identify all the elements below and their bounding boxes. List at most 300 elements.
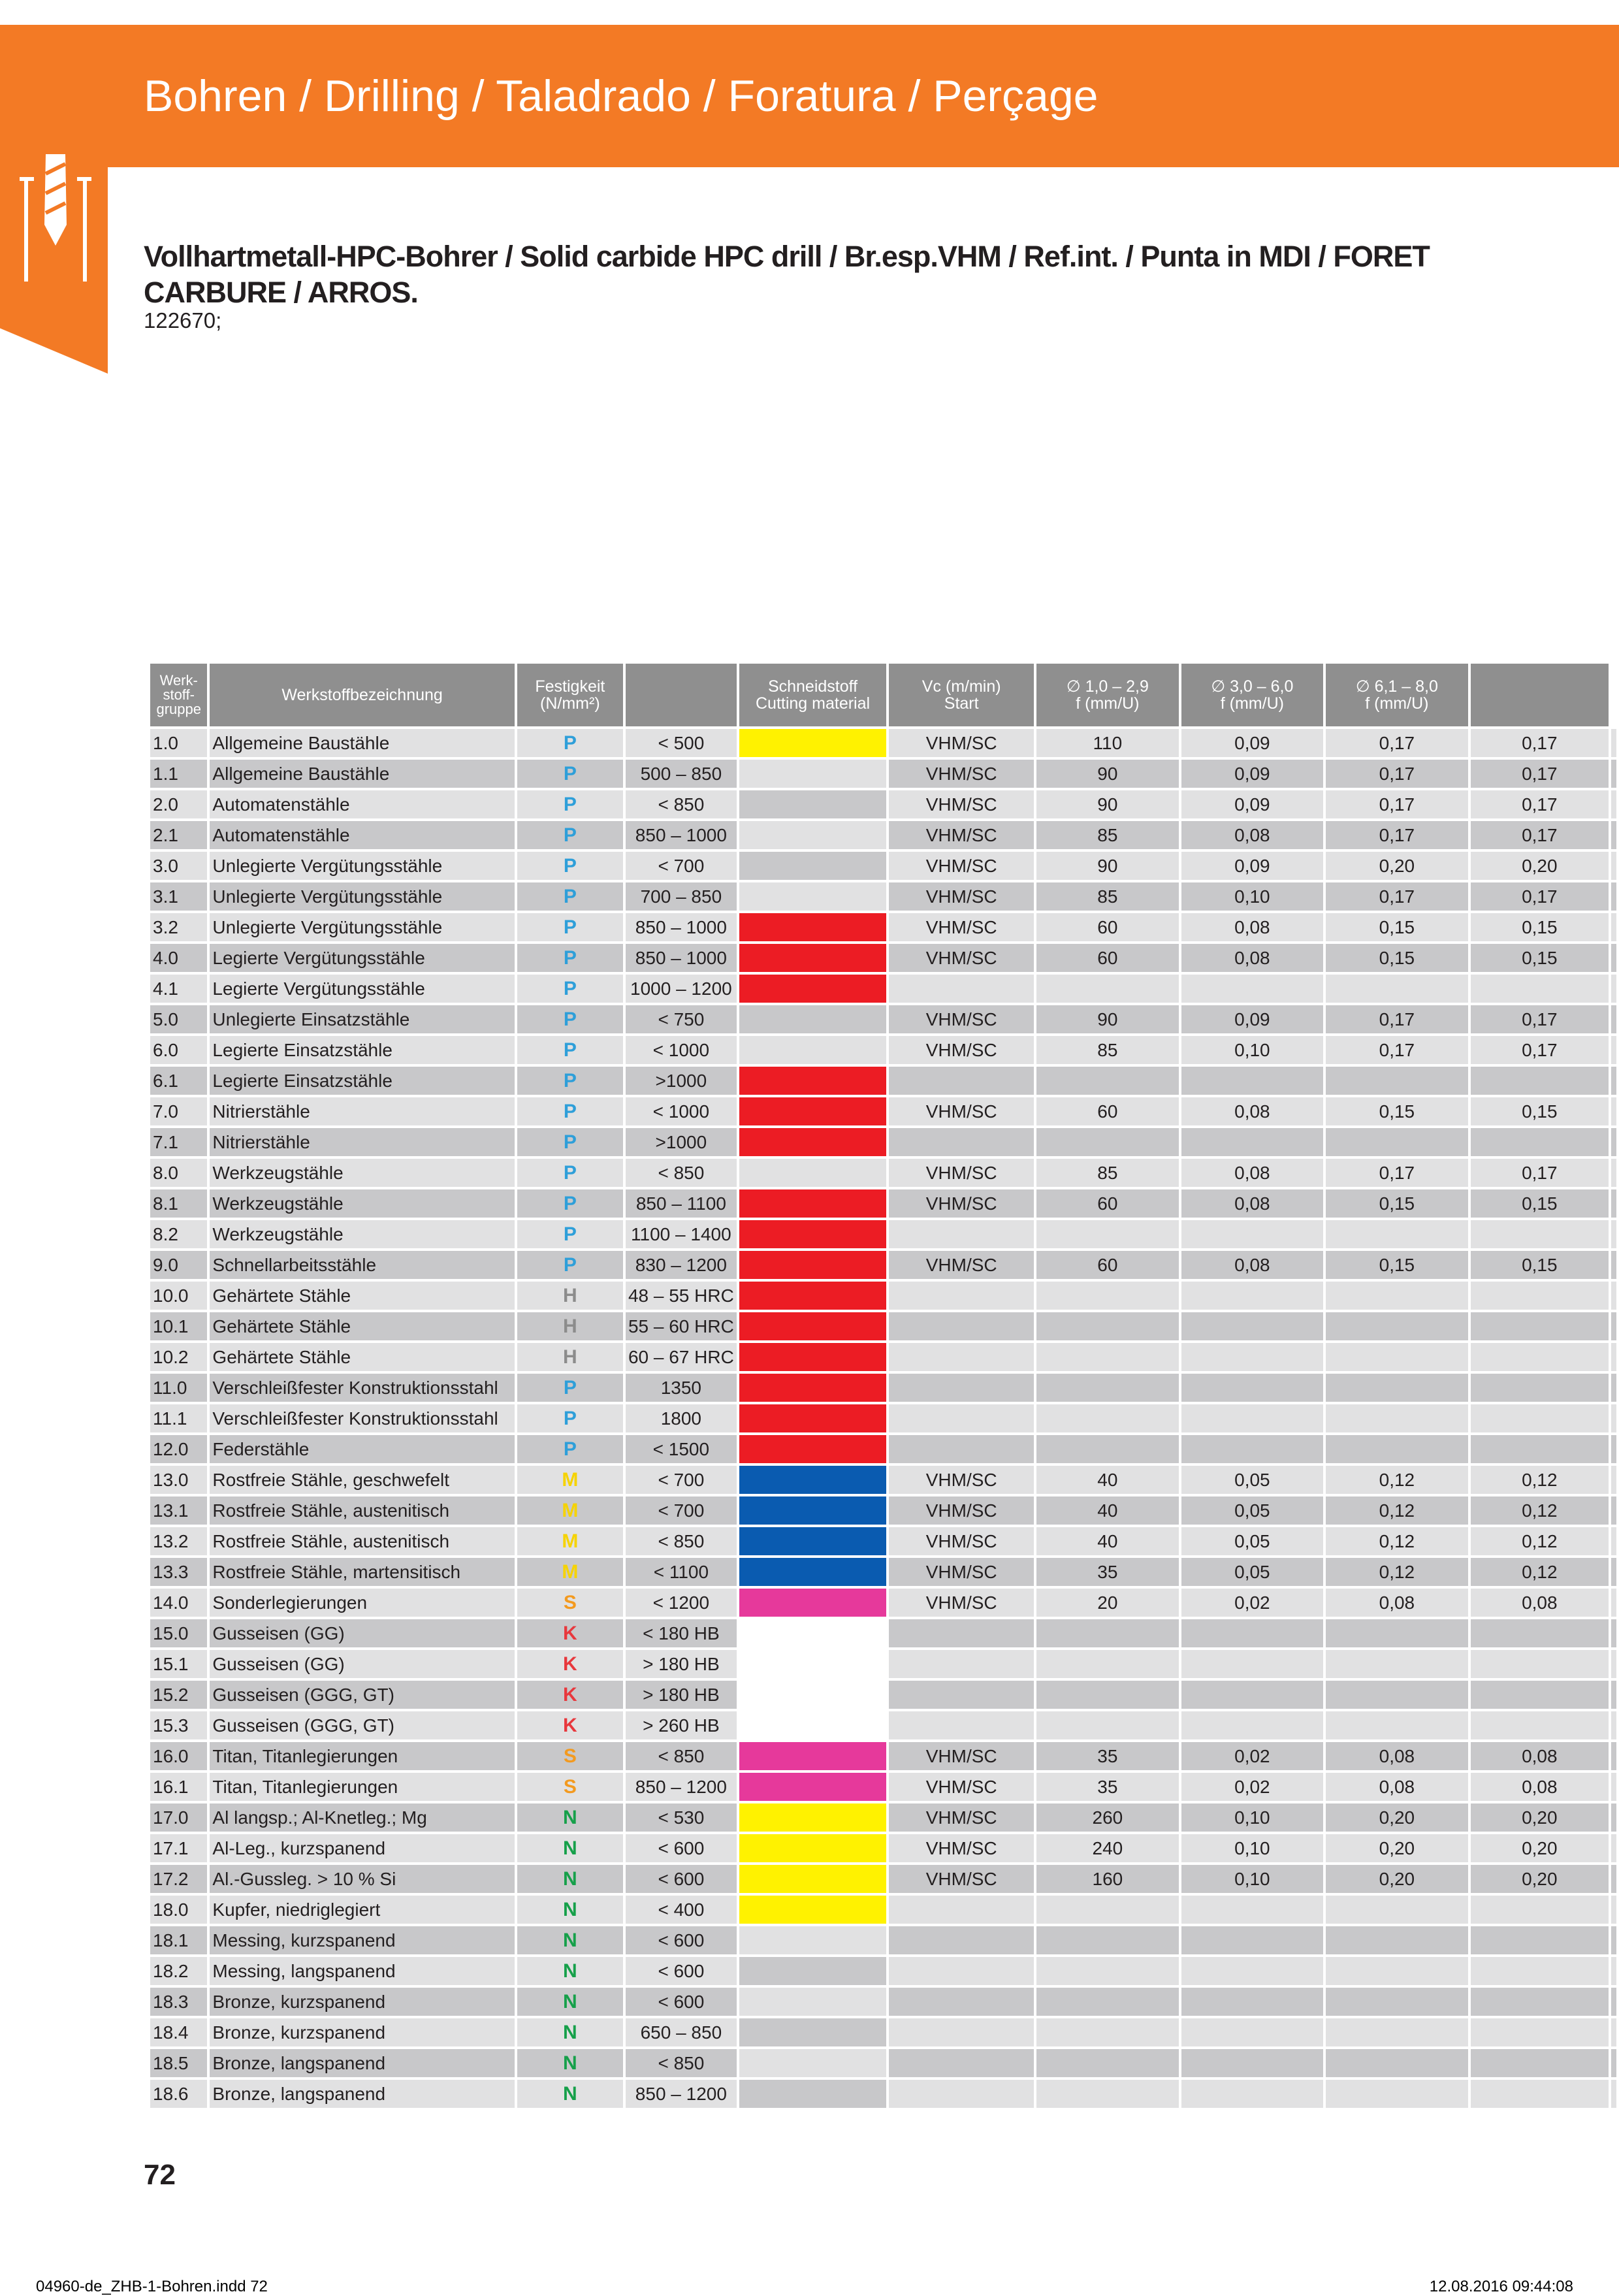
row-feed-6-1-8-0	[1471, 2080, 1609, 2108]
row-class-letter: P	[517, 1067, 623, 1095]
row-strength: < 850	[626, 1742, 737, 1770]
row-feed-6-1-8-0	[1471, 1312, 1609, 1340]
header-f1: ∅ 1,0 – 2,9 f (mm/U)	[1036, 664, 1179, 726]
row-feed-6-1-8-0	[1471, 1067, 1609, 1095]
row-strength: 850 – 1000	[626, 821, 737, 849]
row-material-name: Verschleißfester Konstruktionsstahl	[210, 1374, 514, 1402]
row-material-color-swatch	[739, 1773, 886, 1801]
row-strength: < 850	[626, 1527, 737, 1555]
row-feed-3-0-6-0: 0,12	[1326, 1466, 1468, 1494]
row-cutting-speed	[1036, 1926, 1179, 1954]
section-title: Bohren / Drilling / Taladrado / Foratura / Perçage	[144, 71, 1098, 121]
row-cutting-material	[889, 1220, 1034, 1248]
row-group: 1.0	[150, 729, 207, 757]
row-feed-1-0-2-9	[1181, 1988, 1324, 2016]
row-strength: < 1100	[626, 1558, 737, 1586]
row-class-letter: P	[517, 944, 623, 972]
row-cutting-material: VHM/SC	[889, 1466, 1034, 1494]
row-material-color-swatch	[739, 882, 886, 911]
row-material-name: Gusseisen (GGG, GT)	[210, 1711, 514, 1739]
print-slug-file: 04960-de_ZHB-1-Bohren.indd 72	[36, 2278, 268, 2295]
row-strength: 1800	[626, 1404, 737, 1432]
row-material-color-swatch	[739, 913, 886, 941]
table-row	[150, 1343, 1616, 1371]
row-group: 10.1	[150, 1312, 207, 1340]
row-material-color-swatch	[739, 1681, 886, 1709]
row-feed-1-0-2-9: 0,08	[1181, 944, 1324, 972]
row-extra-cell	[1611, 1865, 1616, 1893]
row-group: 10.0	[150, 1282, 207, 1310]
row-strength: < 180 HB	[626, 1619, 737, 1647]
row-group: 18.5	[150, 2049, 207, 2077]
row-feed-3-0-6-0: 0,17	[1326, 1036, 1468, 1064]
header-vc: Vc (m/min) Start	[889, 664, 1034, 726]
row-feed-6-1-8-0: 0,08	[1471, 1742, 1609, 1770]
row-material-name: Unlegierte Vergütungsstähle	[210, 913, 514, 941]
row-feed-3-0-6-0: 0,20	[1326, 1803, 1468, 1832]
row-group: 13.1	[150, 1496, 207, 1525]
row-strength: 850 – 1200	[626, 1773, 737, 1801]
row-extra-cell	[1611, 1589, 1616, 1617]
row-feed-3-0-6-0	[1326, 1128, 1468, 1156]
table-row	[150, 1650, 1616, 1678]
row-feed-1-0-2-9	[1181, 1343, 1324, 1371]
row-extra-cell	[1611, 1650, 1616, 1678]
row-feed-3-0-6-0: 0,12	[1326, 1527, 1468, 1555]
row-feed-3-0-6-0: 0,17	[1326, 1159, 1468, 1187]
table-row	[150, 1589, 1616, 1617]
row-extra-cell	[1611, 1097, 1616, 1125]
row-feed-3-0-6-0: 0,08	[1326, 1773, 1468, 1801]
row-strength: < 850	[626, 2049, 737, 2077]
row-material-color-swatch	[739, 1742, 886, 1770]
row-cutting-speed	[1036, 1650, 1179, 1678]
row-material-color-swatch	[739, 1097, 886, 1125]
row-material-color-swatch	[739, 1159, 886, 1187]
row-cutting-material: VHM/SC	[889, 1773, 1034, 1801]
row-cutting-speed: 60	[1036, 944, 1179, 972]
row-cutting-speed: 20	[1036, 1589, 1179, 1617]
header-color	[626, 664, 737, 726]
row-cutting-speed	[1036, 975, 1179, 1003]
row-group: 13.0	[150, 1466, 207, 1494]
row-feed-3-0-6-0	[1326, 2080, 1468, 2108]
row-strength: < 1000	[626, 1036, 737, 1064]
row-cutting-speed	[1036, 2018, 1179, 2046]
row-cutting-material: VHM/SC	[889, 821, 1034, 849]
table-row	[150, 1558, 1616, 1586]
row-feed-1-0-2-9	[1181, 1711, 1324, 1739]
row-strength: < 700	[626, 1466, 737, 1494]
row-feed-6-1-8-0	[1471, 1374, 1609, 1402]
row-material-color-swatch	[739, 1374, 886, 1402]
row-feed-3-0-6-0	[1326, 1681, 1468, 1709]
row-strength: 1350	[626, 1374, 737, 1402]
row-strength: < 750	[626, 1005, 737, 1033]
row-feed-1-0-2-9: 0,09	[1181, 729, 1324, 757]
row-cutting-material: VHM/SC	[889, 852, 1034, 880]
row-class-letter: S	[517, 1742, 623, 1770]
row-cutting-material	[889, 2080, 1034, 2108]
row-feed-1-0-2-9	[1181, 1374, 1324, 1402]
row-material-color-swatch	[739, 1988, 886, 2016]
row-cutting-material	[889, 2049, 1034, 2077]
row-feed-6-1-8-0	[1471, 1681, 1609, 1709]
row-feed-3-0-6-0: 0,08	[1326, 1589, 1468, 1617]
table-row	[150, 882, 1616, 911]
row-material-name: Automatenstähle	[210, 790, 514, 818]
row-strength: < 600	[626, 1988, 737, 2016]
row-feed-1-0-2-9: 0,10	[1181, 1834, 1324, 1862]
row-feed-1-0-2-9	[1181, 1896, 1324, 1924]
row-cutting-speed	[1036, 1988, 1179, 2016]
row-feed-3-0-6-0: 0,17	[1326, 729, 1468, 757]
row-class-letter: N	[517, 2080, 623, 2108]
row-feed-6-1-8-0: 0,15	[1471, 913, 1609, 941]
row-strength: < 600	[626, 1834, 737, 1862]
row-cutting-speed: 40	[1036, 1527, 1179, 1555]
row-material-color-swatch	[739, 1282, 886, 1310]
row-feed-1-0-2-9: 0,09	[1181, 852, 1324, 880]
row-feed-1-0-2-9	[1181, 1312, 1324, 1340]
row-feed-3-0-6-0: 0,20	[1326, 1834, 1468, 1862]
row-extra-cell	[1611, 1527, 1616, 1555]
row-material-color-swatch	[739, 1896, 886, 1924]
table-row	[150, 1159, 1616, 1187]
row-feed-1-0-2-9: 0,08	[1181, 821, 1324, 849]
row-class-letter: H	[517, 1343, 623, 1371]
row-feed-3-0-6-0: 0,12	[1326, 1558, 1468, 1586]
row-feed-3-0-6-0: 0,08	[1326, 1742, 1468, 1770]
row-cutting-material	[889, 1619, 1034, 1647]
row-material-name: Schnellarbeitsstähle	[210, 1251, 514, 1279]
row-material-color-swatch	[739, 2080, 886, 2108]
row-material-name: Legierte Vergütungsstähle	[210, 944, 514, 972]
page-number: 72	[144, 2159, 176, 2191]
row-material-name: Unlegierte Vergütungsstähle	[210, 882, 514, 911]
row-feed-6-1-8-0: 0,12	[1471, 1527, 1609, 1555]
row-feed-6-1-8-0: 0,20	[1471, 1803, 1609, 1832]
row-feed-6-1-8-0: 0,20	[1471, 1865, 1609, 1893]
row-strength: < 700	[626, 852, 737, 880]
row-feed-3-0-6-0	[1326, 2018, 1468, 2046]
row-extra-cell	[1611, 1189, 1616, 1218]
header-f2: ∅ 3,0 – 6,0 f (mm/U)	[1181, 664, 1324, 726]
row-strength: < 500	[626, 729, 737, 757]
row-extra-cell	[1611, 1773, 1616, 1801]
row-feed-6-1-8-0	[1471, 1404, 1609, 1432]
row-material-name: Werkzeugstähle	[210, 1220, 514, 1248]
row-feed-3-0-6-0	[1326, 1282, 1468, 1310]
row-cutting-material: VHM/SC	[889, 1005, 1034, 1033]
row-class-letter: P	[517, 852, 623, 880]
row-feed-6-1-8-0: 0,17	[1471, 1159, 1609, 1187]
row-extra-cell	[1611, 1036, 1616, 1064]
row-feed-1-0-2-9	[1181, 1282, 1324, 1310]
row-cutting-speed	[1036, 1896, 1179, 1924]
row-class-letter: N	[517, 2049, 623, 2077]
row-feed-6-1-8-0	[1471, 1619, 1609, 1647]
row-extra-cell	[1611, 1220, 1616, 1248]
row-cutting-material: VHM/SC	[889, 1036, 1034, 1064]
row-strength: 48 – 55 HRC	[626, 1282, 737, 1310]
row-feed-3-0-6-0	[1326, 1435, 1468, 1463]
row-class-letter: K	[517, 1650, 623, 1678]
row-cutting-material: VHM/SC	[889, 1251, 1034, 1279]
row-class-letter: P	[517, 1128, 623, 1156]
row-cutting-speed: 35	[1036, 1773, 1179, 1801]
row-class-letter: N	[517, 1803, 623, 1832]
row-cutting-speed	[1036, 1343, 1179, 1371]
row-material-color-swatch	[739, 1527, 886, 1555]
row-feed-6-1-8-0: 0,17	[1471, 821, 1609, 849]
row-group: 7.1	[150, 1128, 207, 1156]
row-material-name: Titan, Titanlegierungen	[210, 1742, 514, 1770]
row-feed-1-0-2-9	[1181, 1067, 1324, 1095]
row-class-letter: P	[517, 821, 623, 849]
row-group: 18.1	[150, 1926, 207, 1954]
row-group: 4.0	[150, 944, 207, 972]
table-row	[150, 1220, 1616, 1248]
row-cutting-speed	[1036, 1282, 1179, 1310]
row-cutting-material: VHM/SC	[889, 882, 1034, 911]
row-extra-cell	[1611, 1374, 1616, 1402]
row-material-name: Titan, Titanlegierungen	[210, 1773, 514, 1801]
row-extra-cell	[1611, 1282, 1616, 1310]
table-row	[150, 1742, 1616, 1770]
row-material-color-swatch	[739, 1312, 886, 1340]
row-cutting-material	[889, 1128, 1034, 1156]
row-feed-6-1-8-0: 0,15	[1471, 1251, 1609, 1279]
row-extra-cell	[1611, 1005, 1616, 1033]
row-feed-6-1-8-0	[1471, 1896, 1609, 1924]
table-row	[150, 1773, 1616, 1801]
row-cutting-speed: 60	[1036, 1097, 1179, 1125]
row-cutting-material	[889, 1374, 1034, 1402]
row-extra-cell	[1611, 1711, 1616, 1739]
row-extra-cell	[1611, 729, 1616, 757]
row-extra-cell	[1611, 1466, 1616, 1494]
row-feed-1-0-2-9	[1181, 2018, 1324, 2046]
row-group: 6.0	[150, 1036, 207, 1064]
table-row	[150, 760, 1616, 788]
row-class-letter: P	[517, 1036, 623, 1064]
row-strength: < 850	[626, 790, 737, 818]
row-cutting-speed: 35	[1036, 1558, 1179, 1586]
row-cutting-material: VHM/SC	[889, 1189, 1034, 1218]
row-extra-cell	[1611, 760, 1616, 788]
row-cutting-material: VHM/SC	[889, 760, 1034, 788]
table-row	[150, 1312, 1616, 1340]
row-class-letter: P	[517, 975, 623, 1003]
table-row	[150, 1988, 1616, 2016]
row-feed-3-0-6-0: 0,20	[1326, 852, 1468, 880]
table-row	[150, 1036, 1616, 1064]
row-group: 4.1	[150, 975, 207, 1003]
row-group: 1.1	[150, 760, 207, 788]
row-strength: 850 – 1200	[626, 2080, 737, 2108]
row-feed-1-0-2-9	[1181, 1619, 1324, 1647]
row-cutting-material	[889, 2018, 1034, 2046]
row-material-color-swatch	[739, 1589, 886, 1617]
row-material-name: Kupfer, niedriglegiert	[210, 1896, 514, 1924]
row-strength: 1000 – 1200	[626, 975, 737, 1003]
row-cutting-material	[889, 1343, 1034, 1371]
row-cutting-speed: 90	[1036, 760, 1179, 788]
row-strength: 830 – 1200	[626, 1251, 737, 1279]
row-feed-3-0-6-0	[1326, 1404, 1468, 1432]
row-cutting-speed	[1036, 1681, 1179, 1709]
row-feed-1-0-2-9: 0,09	[1181, 1005, 1324, 1033]
row-material-name: Bronze, langspanend	[210, 2080, 514, 2108]
table-row	[150, 2018, 1616, 2046]
row-cutting-material	[889, 1282, 1034, 1310]
row-feed-6-1-8-0	[1471, 1650, 1609, 1678]
row-strength: < 530	[626, 1803, 737, 1832]
row-feed-3-0-6-0: 0,17	[1326, 882, 1468, 911]
row-feed-6-1-8-0	[1471, 1128, 1609, 1156]
row-class-letter: N	[517, 1834, 623, 1862]
row-class-letter: N	[517, 1865, 623, 1893]
row-group: 15.2	[150, 1681, 207, 1709]
page-top-margin	[0, 0, 1619, 25]
row-strength: < 400	[626, 1896, 737, 1924]
row-strength: 55 – 60 HRC	[626, 1312, 737, 1340]
row-cutting-speed	[1036, 1374, 1179, 1402]
row-group: 3.0	[150, 852, 207, 880]
row-strength: < 1500	[626, 1435, 737, 1463]
row-strength: > 260 HB	[626, 1711, 737, 1739]
row-material-name: Allgemeine Baustähle	[210, 760, 514, 788]
row-group: 18.3	[150, 1988, 207, 2016]
row-feed-3-0-6-0	[1326, 1926, 1468, 1954]
row-extra-cell	[1611, 913, 1616, 941]
header-name: Werkstoffbezeichnung	[210, 664, 514, 726]
row-class-letter: N	[517, 2018, 623, 2046]
row-feed-3-0-6-0	[1326, 1220, 1468, 1248]
row-feed-6-1-8-0	[1471, 975, 1609, 1003]
row-feed-6-1-8-0: 0,08	[1471, 1589, 1609, 1617]
table-row	[150, 1834, 1616, 1862]
row-material-name: Gehärtete Stähle	[210, 1343, 514, 1371]
table-row	[150, 1803, 1616, 1832]
row-class-letter: N	[517, 1957, 623, 1985]
row-material-name: Al.-Gussleg. > 10 % Si	[210, 1865, 514, 1893]
row-material-name: Rostfreie Stähle, austenitisch	[210, 1496, 514, 1525]
row-strength: 850 – 1000	[626, 913, 737, 941]
row-strength: < 600	[626, 1865, 737, 1893]
row-group: 8.2	[150, 1220, 207, 1248]
row-feed-1-0-2-9	[1181, 1681, 1324, 1709]
table-row	[150, 1527, 1616, 1555]
row-cutting-speed: 85	[1036, 821, 1179, 849]
row-feed-1-0-2-9: 0,08	[1181, 1159, 1324, 1187]
header-group: Werk- stoff- gruppe	[150, 664, 207, 726]
row-feed-6-1-8-0: 0,12	[1471, 1466, 1609, 1494]
row-extra-cell	[1611, 2018, 1616, 2046]
row-material-color-swatch	[739, 1466, 886, 1494]
row-group: 14.0	[150, 1589, 207, 1617]
row-material-color-swatch	[739, 1865, 886, 1893]
row-strength: > 180 HB	[626, 1681, 737, 1709]
row-material-color-swatch	[739, 1711, 886, 1739]
row-group: 8.0	[150, 1159, 207, 1187]
table-row	[150, 1374, 1616, 1402]
row-material-name: Al langsp.; Al-Knetleg.; Mg	[210, 1803, 514, 1832]
row-feed-6-1-8-0	[1471, 1711, 1609, 1739]
row-class-letter: P	[517, 1189, 623, 1218]
row-material-name: Gusseisen (GGG, GT)	[210, 1681, 514, 1709]
row-cutting-speed: 90	[1036, 852, 1179, 880]
row-group: 15.3	[150, 1711, 207, 1739]
row-cutting-material: VHM/SC	[889, 1834, 1034, 1862]
row-feed-3-0-6-0	[1326, 1067, 1468, 1095]
row-feed-6-1-8-0: 0,17	[1471, 1036, 1609, 1064]
row-feed-6-1-8-0: 0,12	[1471, 1558, 1609, 1586]
row-extra-cell	[1611, 1558, 1616, 1586]
print-slug-date: 12.08.2016 09:44:08	[1429, 2278, 1573, 2295]
row-group: 2.1	[150, 821, 207, 849]
row-feed-6-1-8-0: 0,08	[1471, 1773, 1609, 1801]
row-cutting-material: VHM/SC	[889, 1527, 1034, 1555]
row-class-letter: P	[517, 1251, 623, 1279]
table-row	[150, 1005, 1616, 1033]
row-extra-cell	[1611, 2080, 1616, 2108]
row-feed-3-0-6-0: 0,15	[1326, 913, 1468, 941]
row-feed-6-1-8-0: 0,20	[1471, 852, 1609, 880]
row-feed-3-0-6-0: 0,17	[1326, 760, 1468, 788]
row-feed-1-0-2-9: 0,05	[1181, 1466, 1324, 1494]
row-material-name: Rostfreie Stähle, martensitisch	[210, 1558, 514, 1586]
row-feed-6-1-8-0: 0,17	[1471, 790, 1609, 818]
row-cutting-material: VHM/SC	[889, 729, 1034, 757]
row-cutting-material	[889, 1896, 1034, 1924]
row-extra-cell	[1611, 1619, 1616, 1647]
header-extra	[1471, 664, 1609, 726]
row-material-color-swatch	[739, 1619, 886, 1647]
row-material-name: Al-Leg., kurzspanend	[210, 1834, 514, 1862]
row-material-name: Gusseisen (GG)	[210, 1650, 514, 1678]
row-material-color-swatch	[739, 1803, 886, 1832]
row-strength: < 850	[626, 1159, 737, 1187]
row-feed-1-0-2-9: 0,05	[1181, 1527, 1324, 1555]
row-material-color-swatch	[739, 2049, 886, 2077]
table-row	[150, 821, 1616, 849]
row-extra-cell	[1611, 1159, 1616, 1187]
header-strength: Festigkeit (N/mm²)	[517, 664, 623, 726]
row-feed-1-0-2-9: 0,08	[1181, 1251, 1324, 1279]
row-feed-3-0-6-0: 0,20	[1326, 1865, 1468, 1893]
row-strength: 1100 – 1400	[626, 1220, 737, 1248]
row-material-name: Automatenstähle	[210, 821, 514, 849]
row-strength: 700 – 850	[626, 882, 737, 911]
row-material-color-swatch	[739, 1189, 886, 1218]
drill-icon	[20, 148, 91, 282]
row-feed-3-0-6-0	[1326, 1312, 1468, 1340]
row-group: 8.1	[150, 1189, 207, 1218]
row-feed-1-0-2-9	[1181, 1957, 1324, 1985]
row-material-name: Bronze, kurzspanend	[210, 2018, 514, 2046]
row-feed-1-0-2-9: 0,09	[1181, 760, 1324, 788]
row-cutting-material: VHM/SC	[889, 1865, 1034, 1893]
table-row	[150, 975, 1616, 1003]
table-row	[150, 1896, 1616, 1924]
row-cutting-speed: 240	[1036, 1834, 1179, 1862]
row-material-color-swatch	[739, 1251, 886, 1279]
row-extra-cell	[1611, 1742, 1616, 1770]
row-feed-3-0-6-0: 0,17	[1326, 1005, 1468, 1033]
row-cutting-speed: 110	[1036, 729, 1179, 757]
